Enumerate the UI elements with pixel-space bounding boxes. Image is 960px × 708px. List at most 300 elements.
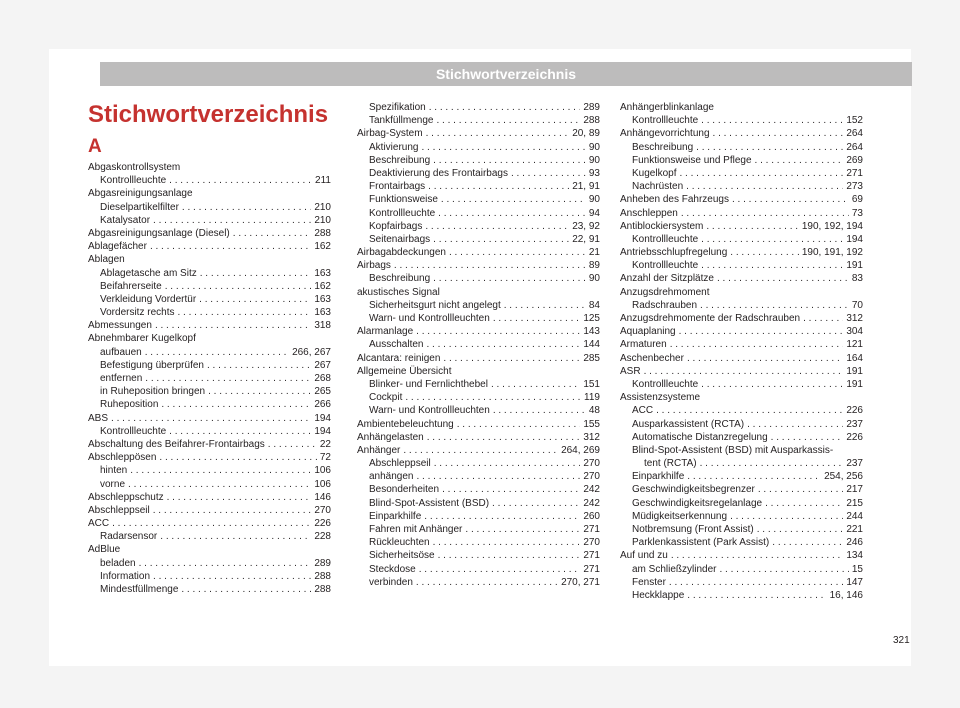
index-entry: [357, 365, 600, 378]
index-entry: [620, 338, 863, 351]
index-entry: [88, 187, 331, 200]
index-term: Warn- und Kontrollleuchten: [369, 313, 490, 324]
index-entry: [88, 161, 331, 174]
index-page-ref: 226: [846, 405, 863, 417]
index-entry: [357, 312, 600, 325]
dot-leader: [424, 510, 580, 523]
dot-leader: [421, 141, 585, 154]
index-entry: [620, 470, 863, 483]
index-entry: [88, 385, 331, 398]
index-entry: [88, 557, 331, 570]
index-entry: [88, 306, 331, 319]
index-page-ref: 194: [314, 425, 331, 437]
index-term: akustisches Signal: [357, 286, 440, 298]
index-term: Aschenbecher: [620, 352, 684, 364]
index-page-ref: 285: [583, 352, 600, 364]
index-entry: [620, 497, 863, 510]
index-page-ref: 106: [314, 478, 331, 490]
dot-leader: [433, 536, 581, 549]
index-page-ref: 162: [314, 241, 331, 253]
dot-leader: [686, 180, 843, 193]
dot-leader: [128, 478, 311, 491]
index-page-ref: 190, 192, 194: [801, 220, 863, 232]
index-entry: [88, 372, 331, 385]
index-term: Seitenairbags: [369, 233, 431, 245]
dot-leader: [669, 576, 843, 589]
dot-leader: [687, 352, 843, 365]
index-page-ref: 144: [583, 339, 600, 351]
header-bar: [100, 62, 912, 86]
index-term: Abschaltung des Beifahrer-Frontairbags: [88, 438, 265, 450]
index-entry: [357, 510, 600, 523]
dot-leader: [671, 549, 844, 562]
index-entry: [88, 530, 331, 543]
index-page-ref: 288: [314, 584, 331, 595]
dot-leader: [181, 583, 311, 596]
index-term: Abschleppseil: [88, 504, 150, 516]
index-term: Kontrollleuchte: [100, 175, 167, 187]
dot-leader: [200, 267, 312, 280]
dot-leader: [394, 259, 586, 272]
dot-leader: [145, 346, 289, 359]
index-entry: [620, 325, 863, 338]
index-entry: [357, 352, 600, 365]
index-entry: [620, 457, 863, 470]
dot-leader: [417, 470, 581, 483]
dot-leader: [428, 180, 569, 193]
index-term: Aktivierung: [369, 141, 419, 153]
index-page-ref: 163: [314, 267, 331, 279]
dot-leader: [268, 438, 317, 451]
index-term: Kontrollleuchte: [100, 425, 167, 437]
index-term: Tankfüllmenge: [369, 115, 434, 127]
index-entry: [620, 127, 863, 140]
index-entry: [357, 418, 600, 431]
index-term: Parklenkassistent (Park Assist): [632, 537, 770, 549]
dot-leader: [719, 563, 848, 576]
dot-leader: [803, 312, 843, 325]
index-page-ref: 20, 89: [572, 128, 600, 140]
index-term: Beschreibung: [369, 273, 431, 285]
index-term: Katalysator: [100, 214, 151, 226]
index-entry: [88, 570, 331, 583]
dot-leader: [717, 272, 849, 285]
dot-leader: [492, 497, 580, 510]
index-page-ref: 271: [583, 550, 600, 562]
index-term: Ambientebeleuchtung: [357, 418, 454, 430]
index-term: Sicherheitsöse: [369, 550, 435, 562]
dot-leader: [177, 306, 311, 319]
index-term: beladen: [100, 557, 136, 569]
index-page-ref: 194: [314, 412, 331, 424]
index-term: Blinker- und Fernlichthebel: [369, 378, 488, 390]
index-page-ref: 266: [314, 399, 331, 411]
index-term: Fenster: [632, 576, 666, 588]
index-entry: [357, 114, 600, 127]
index-entry: [357, 470, 600, 483]
dot-leader: [434, 457, 581, 470]
index-term: Alcantara: reinigen: [357, 352, 441, 364]
index-page-ref: 289: [583, 102, 600, 113]
index-term: Beschreibung: [369, 154, 431, 166]
index-page-ref: 270, 271: [561, 576, 600, 588]
dot-leader: [416, 325, 580, 338]
index-page-ref: 89: [588, 260, 600, 272]
index-page-ref: 264: [846, 128, 863, 140]
index-page-ref: 265: [314, 386, 331, 398]
index-term: Anhängerblinkanlage: [620, 102, 714, 113]
dot-leader: [504, 299, 586, 312]
dot-leader: [403, 444, 558, 457]
index-term: Funktionsweise und Pflege: [632, 154, 752, 166]
index-page-ref: 221: [846, 524, 863, 535]
index-term: Anhängevorrichtung: [620, 128, 710, 140]
index-page-ref: 264: [846, 141, 863, 153]
dot-leader: [233, 227, 312, 240]
index-entry: [620, 549, 863, 562]
index-term: Abschleppschutz: [88, 491, 164, 503]
index-entry: [88, 464, 331, 477]
index-term: Mindestfüllmenge: [100, 584, 179, 595]
dot-leader: [670, 338, 844, 351]
index-entry: [357, 378, 600, 391]
index-term: Warn- und Kontrollleuchten: [369, 405, 490, 417]
index-page-ref: 271: [583, 563, 600, 575]
index-term: AdBlue: [88, 544, 121, 556]
index-entry: [357, 536, 600, 549]
dot-leader: [713, 127, 844, 140]
index-entry: [620, 563, 863, 576]
dot-leader: [169, 174, 312, 187]
index-page-ref: 260: [583, 510, 600, 522]
index-page-ref: 121: [846, 339, 863, 351]
index-term: Beschreibung: [632, 141, 694, 153]
index-term: Ausschalten: [369, 339, 424, 351]
index-term: Fahren mit Anhänger: [369, 524, 463, 535]
dot-leader: [112, 517, 311, 530]
dot-leader: [681, 207, 849, 220]
index-page-ref: 147: [846, 576, 863, 588]
dot-leader: [438, 549, 581, 562]
dot-leader: [419, 563, 581, 576]
index-column-2: [357, 101, 600, 589]
index-page-ref: 22, 91: [572, 233, 600, 245]
dot-leader: [159, 451, 316, 464]
index-term: Auf und zu: [620, 550, 668, 562]
index-term: Kontrollleuchte: [632, 260, 699, 272]
dot-leader: [160, 530, 311, 543]
index-page-ref: 94: [588, 207, 600, 219]
index-entry: [620, 272, 863, 285]
index-column-1: [88, 161, 331, 596]
index-page-ref: 242: [583, 497, 600, 509]
index-term: Rückleuchten: [369, 537, 430, 549]
index-entry: [88, 293, 331, 306]
index-entry: [620, 154, 863, 167]
index-page-ref: 191: [846, 260, 863, 272]
index-entry: [88, 398, 331, 411]
index-page-ref: 125: [583, 313, 600, 324]
index-entry: [88, 583, 331, 596]
index-term: aufbauen: [100, 346, 142, 358]
index-page-ref: 106: [314, 465, 331, 477]
dot-leader: [433, 233, 569, 246]
index-entry: [88, 543, 331, 556]
index-entry: [357, 246, 600, 259]
index-term: Anzahl der Sitzplätze: [620, 273, 714, 285]
index-entry: [620, 167, 863, 180]
index-entry: [88, 517, 331, 530]
index-term: Abschleppseil: [369, 458, 431, 470]
index-page-ref: 270: [314, 504, 331, 516]
dot-leader: [700, 299, 849, 312]
index-entry: [357, 483, 600, 496]
index-term: Anzugsdrehmoment: [620, 286, 710, 298]
index-page-ref: 215: [846, 497, 863, 509]
index-entry: [357, 286, 600, 299]
index-entry: [620, 193, 863, 206]
index-page-ref: 270: [583, 458, 600, 470]
index-term: Aquaplaning: [620, 326, 676, 338]
dot-leader: [153, 214, 311, 227]
index-page-ref: 268: [314, 373, 331, 384]
index-term: Sicherheitsgurt nicht angelegt: [369, 299, 501, 311]
index-entry: [620, 101, 863, 114]
index-entry: [357, 549, 600, 562]
dot-leader: [153, 570, 311, 583]
index-term: Vordersitz rechts: [100, 307, 175, 319]
index-page-ref: 155: [583, 418, 600, 430]
dot-leader: [706, 220, 798, 233]
index-page-ref: 288: [583, 115, 600, 127]
index-term: Notbremsung (Front Assist): [632, 524, 754, 535]
index-entry: [620, 523, 863, 536]
dot-leader: [145, 372, 311, 385]
index-term: Steckdose: [369, 563, 416, 575]
index-entry: [357, 167, 600, 180]
index-page-ref: 16, 146: [829, 589, 863, 601]
index-term: ACC: [88, 518, 110, 530]
index-page-ref: 21, 91: [572, 181, 600, 193]
index-term: Airbagabdeckungen: [357, 247, 446, 259]
index-entry: [88, 319, 331, 332]
index-term: Abmessungen: [88, 320, 152, 332]
index-page-ref: 190, 191, 192: [801, 247, 863, 259]
index-page-ref: 289: [314, 557, 331, 569]
index-term: Kontrollleuchte: [632, 233, 699, 245]
index-page-ref: 288: [314, 227, 331, 239]
dot-leader: [765, 497, 843, 510]
index-entry: [357, 457, 600, 470]
index-page-ref: 271: [846, 167, 863, 179]
index-entry: [88, 227, 331, 240]
index-page-ref: 164: [846, 352, 863, 364]
index-term: Kontrollleuchte: [369, 207, 436, 219]
dot-leader: [656, 404, 843, 417]
index-entry: [620, 365, 863, 378]
index-page-ref: 269: [846, 154, 863, 166]
index-entry: [88, 504, 331, 517]
dot-leader: [199, 293, 311, 306]
dot-leader: [182, 201, 311, 214]
index-term: am Schließzylinder: [632, 563, 717, 575]
dot-leader: [747, 418, 843, 431]
index-page-ref: 73: [851, 207, 863, 219]
index-page-ref: 22: [319, 438, 331, 450]
index-entry: [357, 497, 600, 510]
index-page-ref: 211: [315, 175, 331, 187]
index-page-ref: 270: [583, 471, 600, 483]
index-page-ref: 15: [851, 563, 863, 575]
index-page-ref: 288: [314, 570, 331, 582]
index-page-ref: 69: [851, 194, 863, 206]
dot-leader: [111, 412, 311, 425]
index-entry: [620, 431, 863, 444]
index-page-ref: 312: [846, 313, 863, 324]
index-term: Nachrüsten: [632, 181, 684, 193]
dot-leader: [493, 404, 586, 417]
index-page-ref: 83: [851, 273, 863, 285]
index-entry: [88, 267, 331, 280]
index-entry: [88, 346, 331, 359]
index-page-ref: 244: [846, 510, 863, 522]
index-term: Radarsensor: [100, 531, 158, 543]
index-page-ref: 226: [314, 518, 331, 530]
index-page-ref: 70: [851, 299, 863, 311]
index-entry: [620, 404, 863, 417]
index-page-ref: 228: [314, 531, 331, 543]
dot-leader: [442, 483, 580, 496]
dot-leader: [433, 272, 586, 285]
dot-leader: [161, 398, 311, 411]
index-term: Deaktivierung des Frontairbags: [369, 167, 508, 179]
index-term: Antriebsschlupfregelung: [620, 247, 728, 259]
dot-leader: [426, 338, 580, 351]
index-term: Abschleppösen: [88, 452, 157, 464]
index-term: Blind-Spot-Assistent (BSD) mit Ausparkassis-: [632, 444, 834, 456]
index-page-ref: 312: [583, 431, 600, 443]
index-entry: [88, 425, 331, 438]
dot-leader: [701, 259, 843, 272]
index-entry: [357, 299, 600, 312]
index-page-ref: 273: [846, 181, 863, 193]
index-page-ref: 163: [314, 307, 331, 319]
index-entry: [620, 180, 863, 193]
dot-leader: [436, 114, 580, 127]
index-entry: [357, 193, 600, 206]
index-entry: [620, 510, 863, 523]
index-page-ref: 162: [314, 280, 331, 292]
index-entry: [357, 272, 600, 285]
index-entry: [88, 201, 331, 214]
index-term: Kugelkopf: [632, 167, 677, 179]
dot-leader: [493, 312, 581, 325]
dot-leader: [701, 114, 843, 127]
index-page-ref: 237: [846, 418, 863, 430]
dot-leader: [757, 523, 844, 536]
dot-leader: [755, 154, 844, 167]
dot-leader: [139, 557, 312, 570]
index-term: Dieselpartikelfilter: [100, 201, 179, 213]
index-term: entfernen: [100, 373, 143, 384]
index-entry: [88, 359, 331, 372]
index-entry: [357, 404, 600, 417]
index-term: Blind-Spot-Assistent (BSD): [369, 497, 490, 509]
index-term: Airbags: [357, 260, 391, 272]
index-term: Airbag-System: [357, 128, 423, 140]
dot-leader: [465, 523, 580, 536]
index-page-ref: 304: [846, 326, 863, 338]
index-entry: [620, 576, 863, 589]
index-term: Befestigung überprüfen: [100, 359, 204, 371]
index-term: Anschleppen: [620, 207, 678, 219]
index-entry: [620, 246, 863, 259]
dot-leader: [429, 101, 581, 114]
index-term: Beifahrerseite: [100, 280, 162, 292]
index-term: Ausparkassistent (RCTA): [632, 418, 745, 430]
index-entry: [620, 352, 863, 365]
dot-leader: [771, 431, 844, 444]
section-letter: A: [88, 136, 102, 157]
index-term: Ablagefächer: [88, 241, 147, 253]
index-page-ref: 318: [314, 320, 331, 332]
index-page-ref: 90: [588, 141, 600, 153]
index-term: Geschwindigkeitsbegrenzer: [632, 484, 755, 496]
index-page-ref: 143: [583, 326, 600, 338]
index-entry: [620, 220, 863, 233]
dot-leader: [433, 154, 586, 167]
dot-leader: [441, 193, 586, 206]
index-term: Funktionsweise: [369, 194, 438, 206]
index-entry: [620, 141, 863, 154]
index-page-ref: 21: [588, 247, 600, 259]
dot-leader: [167, 491, 312, 504]
index-term: hinten: [100, 465, 128, 477]
dot-leader: [438, 207, 586, 220]
index-page-ref: 242: [583, 484, 600, 496]
index-entry: [88, 438, 331, 451]
dot-leader: [153, 504, 312, 517]
dot-leader: [696, 141, 843, 154]
index-entry: [357, 101, 600, 114]
dot-leader: [130, 464, 311, 477]
index-term: Anzugsdrehmomente der Radschrauben: [620, 313, 801, 324]
index-entry: [357, 576, 600, 589]
index-page-ref: 191: [846, 378, 863, 390]
index-entry: [357, 431, 600, 444]
index-entry: [620, 114, 863, 127]
index-term: Kontrollleuchte: [632, 378, 699, 390]
index-page-ref: 217: [846, 484, 863, 496]
dot-leader: [701, 378, 843, 391]
index-term: ACC: [632, 405, 654, 417]
index-entry: [357, 523, 600, 536]
index-term: Kontrollleuchte: [632, 115, 699, 127]
index-page-ref: 191: [846, 365, 863, 377]
dot-leader: [449, 246, 586, 259]
index-term: Ruheposition: [100, 399, 159, 411]
dot-leader: [687, 470, 821, 483]
index-term: Abnehmbarer Kugelkopf: [88, 333, 196, 345]
index-entry: [620, 536, 863, 549]
index-page-ref: 271: [583, 524, 600, 535]
index-term: Anhängelasten: [357, 431, 424, 443]
index-entry: [357, 154, 600, 167]
index-term: Cockpit: [369, 392, 403, 404]
dot-leader: [511, 167, 586, 180]
dot-leader: [165, 280, 312, 293]
dot-leader: [679, 167, 843, 180]
